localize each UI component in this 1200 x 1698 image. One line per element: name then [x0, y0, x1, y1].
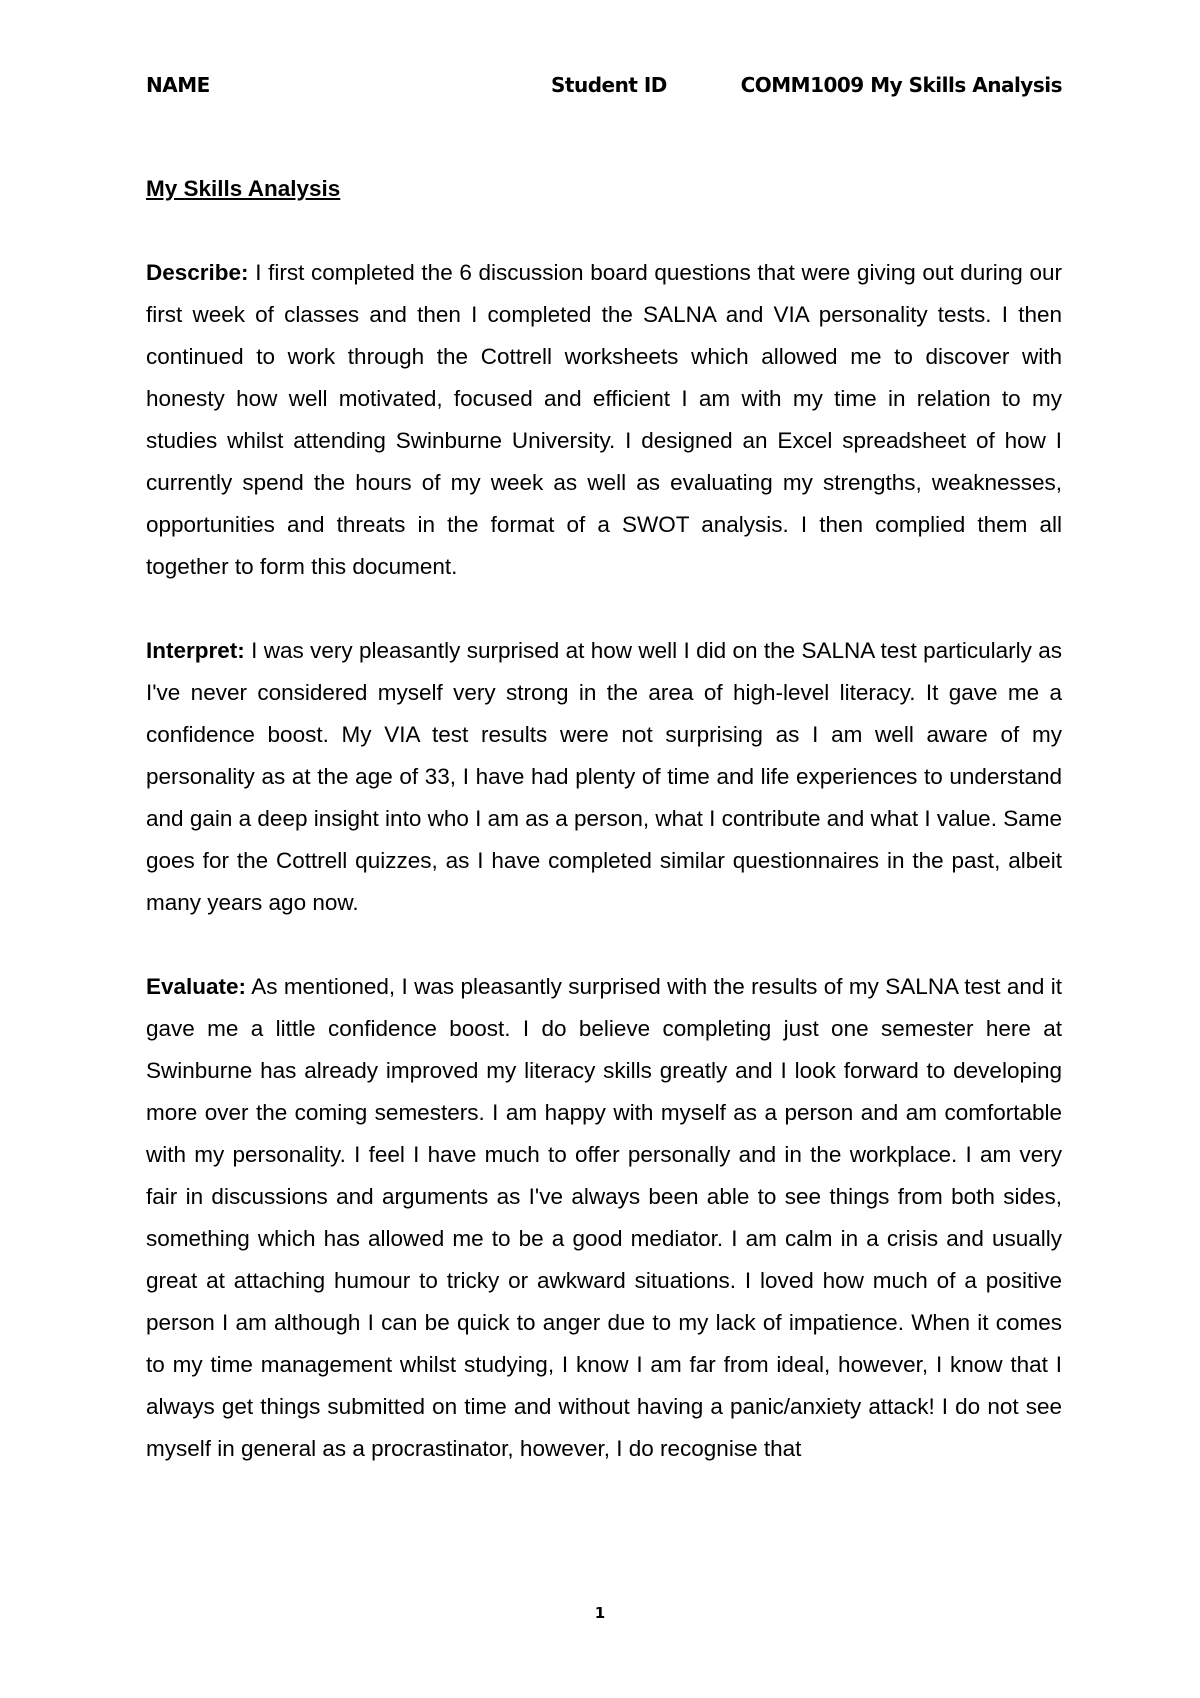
evaluate-label: Evaluate:: [146, 974, 247, 999]
interpret-text: I was very pleasantly surprised at how well I did on the SALNA test particularly as I've never considered myself very strong in the area of high-level literacy. It gave me a confidence boost. My VIA test results were not surprising as I am well aware of my personality as at the age of 33, I have had plenty of time and life experiences to understand and gain a deep insight into who I am as a person, what I contribute and what I value. Same goes for the Cottrell quizzes, as I have completed similar questionnaires in the past, albeit many years ago now.: [146, 638, 1062, 915]
evaluate-paragraph: [146, 966, 1062, 1470]
document-body: [146, 168, 1062, 1470]
header-name-label: NAME: [146, 73, 210, 97]
document-title: My Skills Analysis: [146, 176, 341, 201]
interpret-paragraph: [146, 630, 1062, 924]
header-student-id-label: Student ID: [551, 73, 667, 97]
interpret-label: Interpret:: [146, 638, 245, 663]
describe-paragraph: [146, 252, 1062, 588]
describe-text: I first completed the 6 discussion board questions that were giving out during our first week of classes and then I completed the SALNA and VIA personality tests. I then continued to work through the Cottrell worksheets which allowed me to discover with honesty how well motivated, focused and efficient I am with my time in relation to my studies whilst attending Swinburne University. I designed an Excel spreadsheet of how I currently spend the hours of my week as well as evaluating my strengths, weaknesses, opportunities and threats in the format of a SWOT analysis. I then complied them all together to form this document.: [146, 260, 1062, 579]
page-header: [146, 73, 1062, 103]
header-course-label: COMM1009 My Skills Analysis: [740, 73, 1062, 97]
evaluate-text: As mentioned, I was pleasantly surprised with the results of my SALNA test and it gave me a little confidence boost. I do believe completing just one semester here at Swinburne has already improved my literacy skills greatly and I look forward to developing more over the coming semesters. I am happy with myself as a person and am comfortable with my personality. I feel I have much to offer personally and in the workplace. I am very fair in discussions and arguments as I've always been able to see things from both sides, something which has allowed me to be a good mediator. I am calm in a crisis and usually great at attaching humour to tricky or awkward situations. I loved how much of a positive person I am although I can be quick to anger due to my lack of impatience. When it comes to my time management whilst studying, I know I am far from ideal, however, I know that I always get things submitted on time and without having a panic/anxiety attack! I do not see myself in general as a procrastinator, however, I do recognise that: [146, 974, 1062, 1461]
describe-label: Describe:: [146, 260, 249, 285]
page-number: 1: [594, 1604, 606, 1622]
